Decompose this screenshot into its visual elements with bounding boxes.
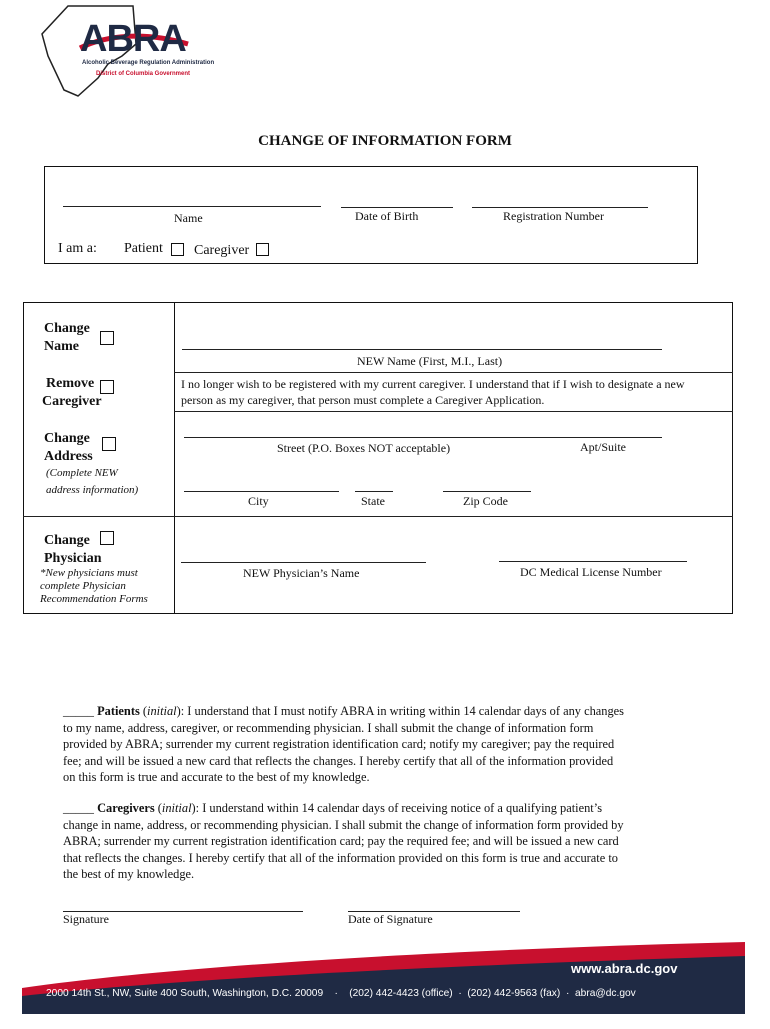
name-input[interactable] bbox=[63, 206, 321, 207]
name-caption: Name bbox=[174, 211, 203, 225]
city-caption: City bbox=[248, 494, 269, 508]
registration-input[interactable] bbox=[472, 207, 648, 208]
remove-caregiver-text1: I no longer wish to be registered with my current caregiver. I understand that if I wish to designate a new bbox=[181, 377, 685, 391]
state-caption: State bbox=[361, 494, 385, 508]
patient-checkbox[interactable] bbox=[171, 243, 184, 256]
patients-attestation: _____ Patients (initial): I understand that I must notify ABRA in writing within 14 calendar days of any changes to my name, address, caregiver, or recommending physician. I shall submit the change of information form provided by ABRA; surrender my current registration identification card; notify my caregiver; pay the required fee; and will be issued a new card that reflects the changes. I hereby certify that all of the information provided on this form is true and accurate to the best of my knowledge. bbox=[63, 704, 624, 785]
physician-note3: Recommendation Forms bbox=[40, 593, 148, 605]
abra-logo bbox=[38, 4, 215, 99]
registration-caption: Registration Number bbox=[503, 209, 604, 223]
logo-brand: ABRA bbox=[80, 18, 186, 60]
footer-phone-office: (202) 442-4423 (office) bbox=[349, 988, 453, 999]
footer-address: 2000 14th St., NW, Suite 400 South, Washington, D.C. 20009 bbox=[46, 988, 324, 999]
remove-caregiver-label1: Remove bbox=[46, 376, 95, 391]
footer-banner bbox=[0, 938, 770, 1024]
physician-name-caption: NEW Physician’s Name bbox=[243, 566, 360, 580]
change-physician-label1: Change bbox=[44, 533, 90, 548]
date-of-signature-caption: Date of Signature bbox=[348, 912, 433, 926]
state-input[interactable] bbox=[355, 491, 393, 492]
logo-line1: Alcoholic Beverage Regulation Administration bbox=[82, 60, 215, 66]
footer-sep-2: · bbox=[458, 988, 462, 999]
footer-email[interactable]: abra@dc.gov bbox=[575, 988, 636, 999]
change-physician-label2: Physician bbox=[44, 551, 102, 566]
patient-label: Patient bbox=[124, 241, 163, 256]
i-am-a-label: I am a: bbox=[58, 241, 97, 256]
footer-sep-1: · bbox=[334, 988, 338, 999]
apt-caption: Apt/Suite bbox=[580, 440, 627, 454]
license-input[interactable] bbox=[499, 561, 687, 562]
remove-caregiver-bottom-rule bbox=[174, 411, 733, 412]
footer-phone-fax: (202) 442-9563 (fax) bbox=[467, 988, 561, 999]
new-name-caption: NEW Name (First, M.I., Last) bbox=[357, 354, 503, 368]
change-address-note1: (Complete NEW bbox=[46, 467, 118, 479]
dob-caption: Date of Birth bbox=[355, 209, 419, 223]
change-name-label1: Change bbox=[44, 321, 90, 336]
footer-sep-3: · bbox=[565, 988, 570, 999]
remove-caregiver-label2: Caregiver bbox=[42, 394, 102, 409]
footer-contact-line bbox=[46, 988, 636, 999]
caregivers-initial-blank[interactable]: _____ bbox=[63, 801, 94, 815]
patients-initial-blank[interactable]: _____ bbox=[63, 704, 94, 718]
physician-note2: complete Physician bbox=[40, 580, 126, 592]
physician-name-input[interactable] bbox=[181, 562, 426, 563]
remove-caregiver-top-rule bbox=[174, 372, 733, 373]
change-address-label2: Address bbox=[44, 449, 93, 464]
change-address-label1: Change bbox=[44, 431, 90, 446]
page-title: CHANGE OF INFORMATION FORM bbox=[258, 133, 512, 149]
license-caption: DC Medical License Number bbox=[520, 565, 662, 579]
street-caption: Street (P.O. Boxes NOT acceptable) bbox=[277, 441, 451, 455]
change-name-checkbox[interactable] bbox=[100, 331, 114, 345]
zip-input[interactable] bbox=[443, 491, 531, 492]
change-name-label2: Name bbox=[44, 339, 79, 354]
footer-website[interactable]: www.abra.dc.gov bbox=[571, 961, 678, 976]
physician-top-rule bbox=[174, 516, 733, 517]
change-address-note2: address information) bbox=[46, 484, 139, 496]
caregiver-checkbox[interactable] bbox=[256, 243, 269, 256]
footer-swoosh-graphic bbox=[0, 938, 770, 1024]
signature-caption: Signature bbox=[63, 912, 109, 926]
table-divider-row bbox=[23, 516, 174, 517]
change-address-checkbox[interactable] bbox=[102, 437, 116, 451]
street-input[interactable] bbox=[184, 437, 662, 438]
change-physician-checkbox[interactable] bbox=[100, 531, 114, 545]
caregivers-attestation: _____ Caregivers (initial): I understand within 14 calendar days of receiving notice of a qualifying patient’s change in name, address, or recommending physician. I shall submit the change of information form provided by ABRA; surrender my current registration identification card; pay the required fee; and will be issued a new card that reflects the changes. I hereby certify that all of the information provided on this form is true and accurate to the best of my knowledge. bbox=[63, 801, 624, 882]
remove-caregiver-text2: person as my caregiver, that person must complete a Caregiver Application. bbox=[181, 393, 545, 407]
dob-input[interactable] bbox=[341, 207, 453, 208]
new-name-input[interactable] bbox=[182, 349, 662, 350]
zip-caption: Zip Code bbox=[463, 494, 508, 508]
caregiver-label: Caregiver bbox=[194, 243, 250, 258]
remove-caregiver-checkbox[interactable] bbox=[100, 380, 114, 394]
physician-note1: *New physicians must bbox=[40, 567, 138, 579]
city-input[interactable] bbox=[184, 491, 339, 492]
logo-line2: District of Columbia Government bbox=[96, 71, 191, 77]
table-divider-vertical bbox=[174, 302, 175, 614]
